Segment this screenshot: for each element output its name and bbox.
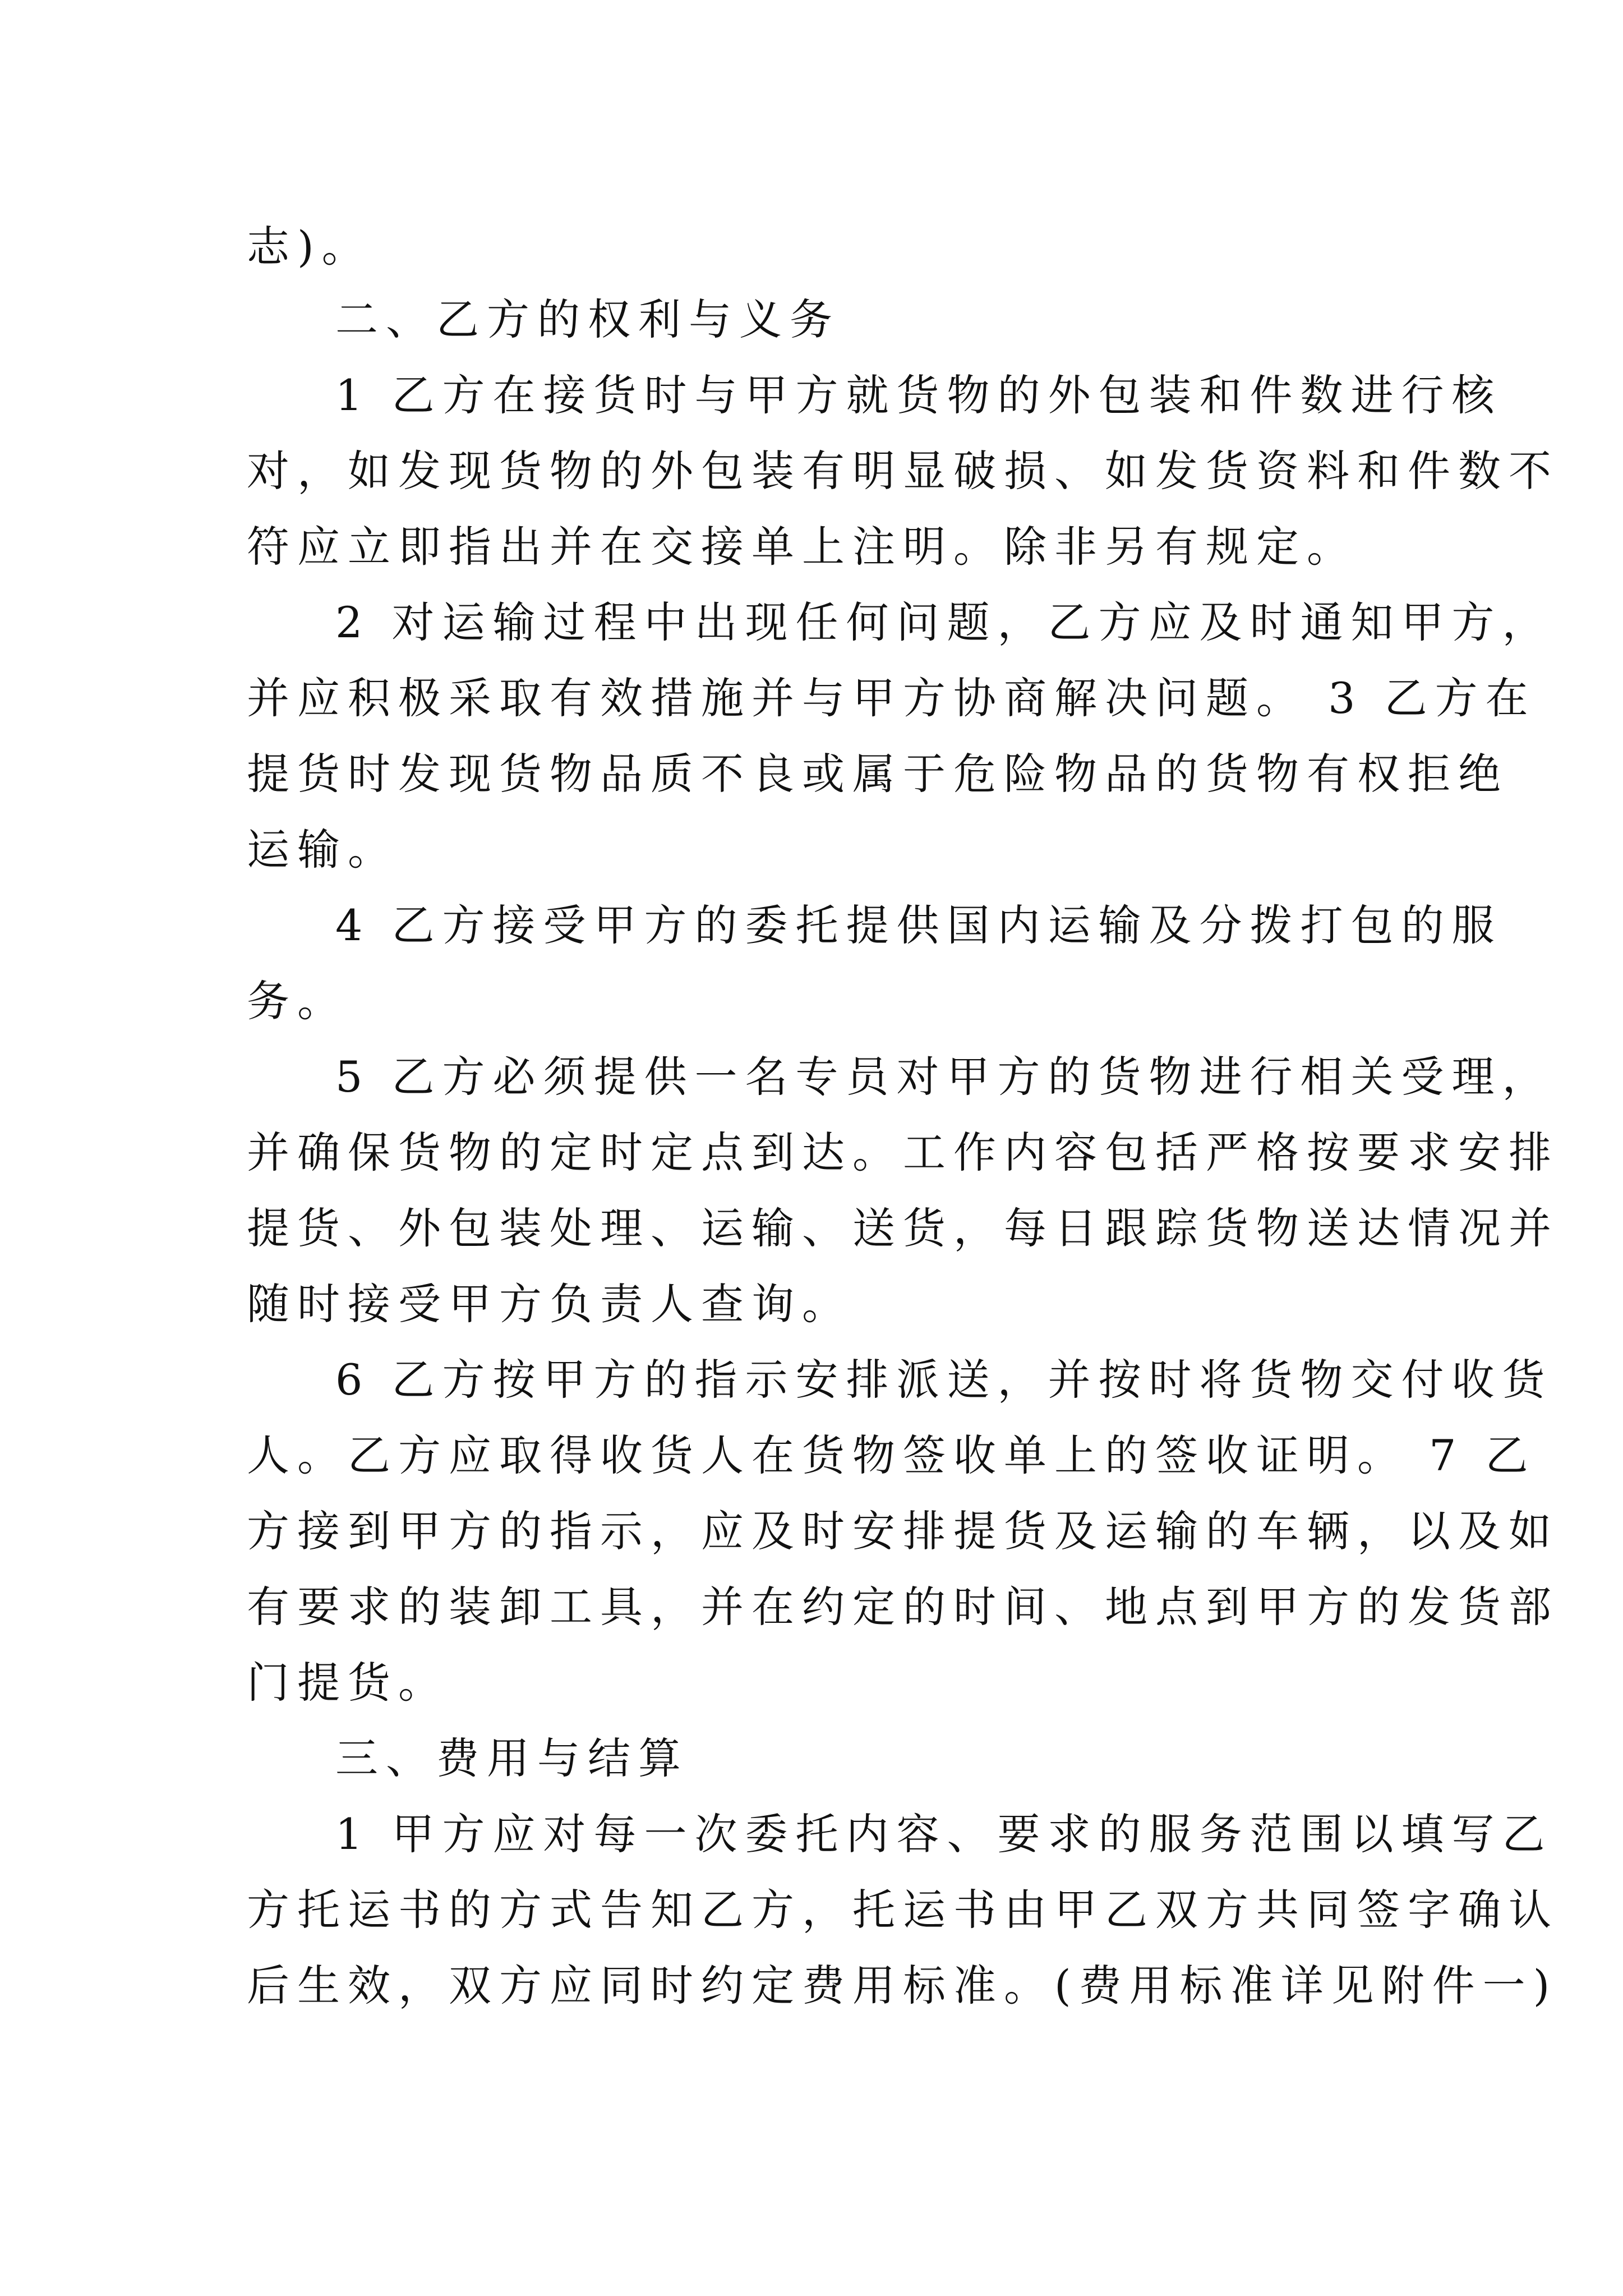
text-line: 后生效，双方应同时约定费用标准。(费用标准详见附件一) xyxy=(247,1961,1558,2010)
text-line: 对，如发现货物的外包装有明显破损、如发货资料和件数不 xyxy=(247,446,1559,496)
text-line-continuation: 志)。 xyxy=(247,222,372,272)
text-line: 运输。 xyxy=(247,825,398,875)
text-line: 2 对运输过程中出现任何问题，乙方应及时通知甲方， xyxy=(335,597,1553,647)
section-heading-3: 三、费用与结算 xyxy=(335,1733,689,1783)
section-heading-2: 二、乙方的权利与义务 xyxy=(335,295,840,344)
text-line: 方托运书的方式告知乙方，托运书由甲乙双方共同签字确认 xyxy=(247,1885,1559,1935)
text-line: 5 乙方必须提供一名专员对甲方的货物进行相关受理， xyxy=(335,1052,1553,1102)
text-line: 并确保货物的定时定点到达。工作内容包括严格按要求安排 xyxy=(247,1128,1559,1177)
text-line: 提货、外包装处理、运输、送货，每日跟踪货物送达情况并 xyxy=(247,1203,1559,1253)
text-line: 6 乙方按甲方的指示安排派送，并按时将货物交付收货 xyxy=(335,1355,1553,1405)
text-line: 4 乙方接受甲方的委托提供国内运输及分拨打包的服 xyxy=(335,900,1502,950)
text-line: 随时接受甲方负责人查询。 xyxy=(247,1279,852,1329)
text-line: 门提货。 xyxy=(247,1658,449,1708)
text-line: 符应立即指出并在交接单上注明。除非另有规定。 xyxy=(247,522,1357,572)
text-line: 有要求的装卸工具，并在约定的时间、地点到甲方的发货部 xyxy=(247,1582,1559,1632)
text-line: 提货时发现货物品质不良或属于危险物品的货物有权拒绝 xyxy=(247,749,1509,799)
text-line: 1 乙方在接货时与甲方就货物的外包装和件数进行核 xyxy=(335,370,1502,420)
text-line: 并应积极采取有效措施并与甲方协商解决问题。 3 乙方在 xyxy=(247,673,1536,723)
text-line: 方接到甲方的指示，应及时安排提货及运输的车辆，以及如 xyxy=(247,1506,1559,1556)
text-line: 1 甲方应对每一次委托内容、要求的服务范围以填写乙 xyxy=(335,1809,1553,1859)
text-line: 人。乙方应取得收货人在货物签收单上的签收证明。 7 乙 xyxy=(247,1430,1536,1480)
text-line: 务。 xyxy=(247,976,348,1026)
